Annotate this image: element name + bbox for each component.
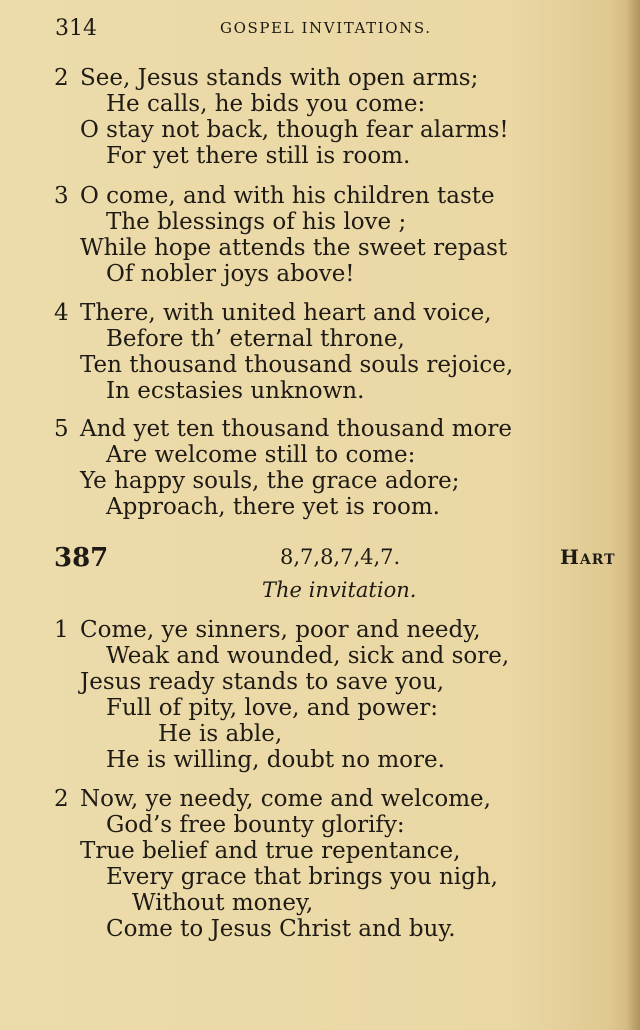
stanza-number: 1 <box>54 617 69 643</box>
page-number: 314 <box>55 16 97 41</box>
hymn-meter: 8,7,8,7,4,7. <box>280 545 401 569</box>
verse-line: Without money, <box>132 890 314 916</box>
verse-line: O stay not back, though fear alarms! <box>80 117 509 143</box>
verse-line: Full of pity, love, and power: <box>106 695 438 721</box>
verse-line: For yet there still is room. <box>106 143 411 169</box>
verse-line: Before th’ eternal throne, <box>106 326 405 352</box>
verse-line: Weak and wounded, sick and sore, <box>106 643 510 669</box>
hymn-title: The invitation. <box>262 578 417 602</box>
verse-line: Now, ye needy, come and welcome, <box>80 786 491 812</box>
verse-line: In ecstasies unknown. <box>106 378 365 404</box>
verse-line: There, with united heart and voice, <box>80 300 492 326</box>
verse-line: Of nobler joys above! <box>106 261 355 287</box>
stanza-number: 2 <box>54 786 69 812</box>
verse-line: He is willing, doubt no more. <box>106 747 445 773</box>
verse-line: Come, ye sinners, poor and needy, <box>80 617 481 643</box>
page-header <box>50 16 600 46</box>
verse-line: The blessings of his love ; <box>106 209 407 235</box>
running-head: GOSPEL INVITATIONS. <box>220 19 432 37</box>
verse-line: While hope attends the sweet repast <box>80 235 508 261</box>
verse-line: Approach, there yet is room. <box>106 494 440 520</box>
verse-line: Ye happy souls, the grace adore; <box>80 468 460 494</box>
verse-line: God’s free bounty glorify: <box>106 812 405 838</box>
page-edge-shadow <box>626 0 640 1030</box>
verse-line: Are welcome still to come: <box>106 442 416 468</box>
verse-line: He is able, <box>158 721 283 747</box>
stanza-number: 5 <box>54 416 69 442</box>
verse-line: O come, and with his children taste <box>80 183 495 209</box>
verse-line: He calls, he bids you come: <box>106 91 426 117</box>
hymn-number: 387 <box>54 543 109 573</box>
stanza-number: 2 <box>54 65 69 91</box>
verse-line: See, Jesus stands with open arms; <box>80 65 479 91</box>
stanza-number: 3 <box>54 183 69 209</box>
verse-line: Jesus ready stands to save you, <box>80 669 445 695</box>
verse-line: Ten thousand thousand souls rejoice, <box>80 352 514 378</box>
verse-line: And yet ten thousand thousand more <box>80 416 513 442</box>
verse-line: Every grace that brings you nigh, <box>106 864 498 890</box>
stanza-number: 4 <box>54 300 69 326</box>
tune-name: Hart <box>560 545 616 569</box>
verse-line: True belief and true repentance, <box>80 838 461 864</box>
verse-line: Come to Jesus Christ and buy. <box>106 916 456 942</box>
